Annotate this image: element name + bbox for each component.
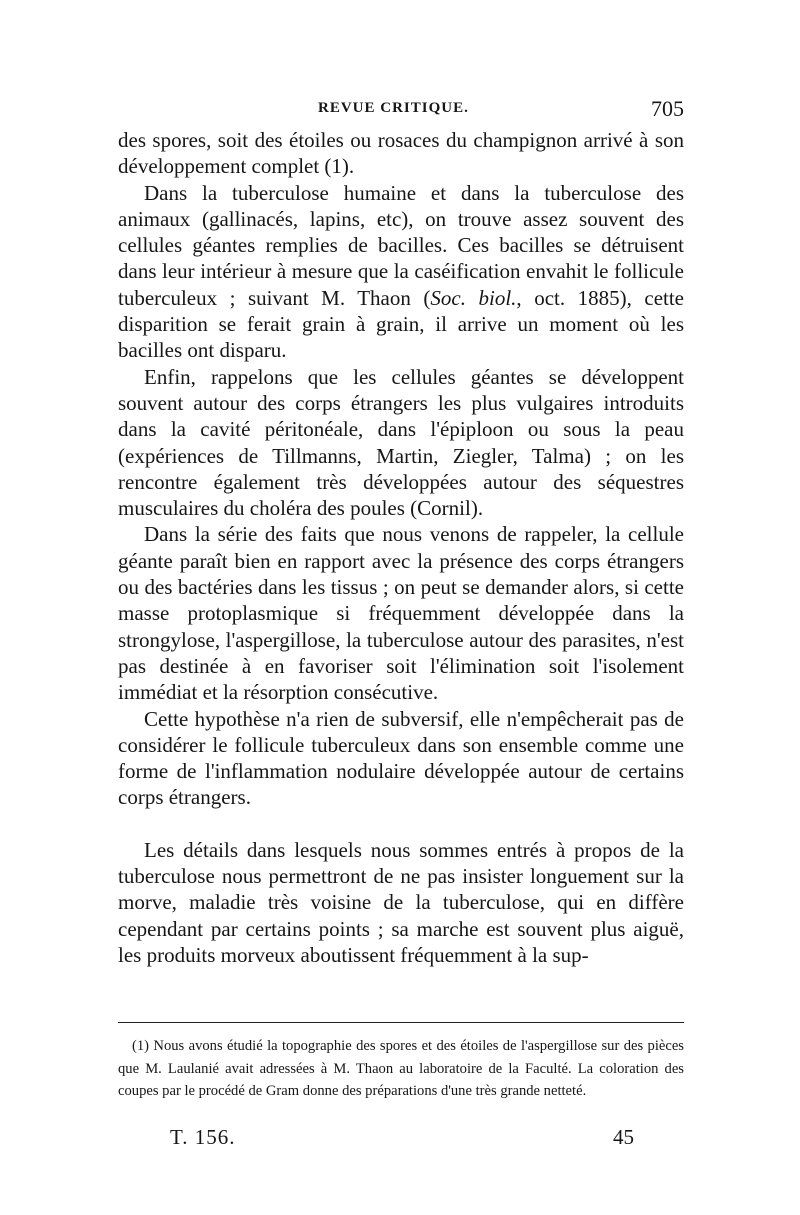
volume-mark: T. 156. — [170, 1125, 236, 1149]
citation-soc-biol: Soc. biol. — [430, 285, 517, 310]
footnote-rule — [118, 1022, 684, 1023]
paragraph-1: des spores, soit des étoiles ou rosaces du champignon arrivé à son développement complet (1). — [118, 128, 684, 179]
running-title: REVUE CRITIQUE. — [318, 100, 469, 116]
paragraph-6: Les détails dans lesquels nous sommes entrés à propos de la tuberculose nous permettront de ne pas insister longuement sur la morve, maladie très voisine de la tuberculose, qui en diffère cependant par certains points ; sa marche est souvent plus aiguë, les produits morveux aboutissent fréquemment à la sup- — [118, 837, 684, 967]
body-text — [118, 127, 684, 968]
page-number: 705 — [651, 96, 684, 121]
signature-line — [118, 1125, 634, 1155]
paragraph-2-text-a: Dans la tuberculose humaine et dans la tuberculose des animaux (gallinacés, lapins, etc), on trouve assez souvent des cellules géantes remplies de bacilles. Ces bacilles se détruisent dans leur intérieur à mesure que la caséification envahit le follicule tuberculeux ; suivant M. Thaon ( — [118, 180, 684, 310]
footnote — [118, 1035, 684, 1103]
paragraph-4: Dans la série des faits que nous venons de rappeler, la cellule géante paraît bien en rapport avec la présence des corps étrangers ou des bactéries dans les tissus ; on peut se demander alors, si cette masse protoplasmique si fréquemment développée dans la strongylose, l'aspergillose, la tuberculose autour des parasites, n'est pas destinée à en favoriser soit l'élimination soit l'isolement immédiat et la résorption consécutive. — [118, 522, 684, 705]
footnote-text: (1) Nous avons étudié la topographie des spores et des étoiles de l'aspergillose sur des pièces que M. Laulanié avait adressées à M. Thaon au laboratoire de la Faculté. La coloration des coupes par le procédé de Gram donne des préparations d'une très grande netteté. — [118, 1038, 684, 1100]
sheet-number: 45 — [613, 1125, 634, 1149]
paragraph-5: Cette hypothèse n'a rien de subversif, elle n'empêcherait pas de considérer le follicule tuberculeux dans son ensemble comme une forme de l'inflammation nodulaire développée autour de certains corps étrangers. — [118, 706, 684, 810]
paragraph-2-text-b: , oct. 1885), cette disparition se ferait grain à grain, il arrive un moment où les bacilles ont disparu. — [118, 285, 685, 363]
running-header — [118, 96, 684, 126]
paragraph-3: Enfin, rappelons que les cellules géantes se développent souvent autour des corps étrangers les plus vulgaires introduits dans la cavité péritonéale, dans l'épiploon ou sous la peau (expériences de Tillmanns, Martin, Ziegler, Talma) ; on les rencontre également très développées autour des séquestres musculaires du choléra des poules (Cornil). — [118, 364, 684, 521]
paragraph-2 — [118, 180, 684, 364]
